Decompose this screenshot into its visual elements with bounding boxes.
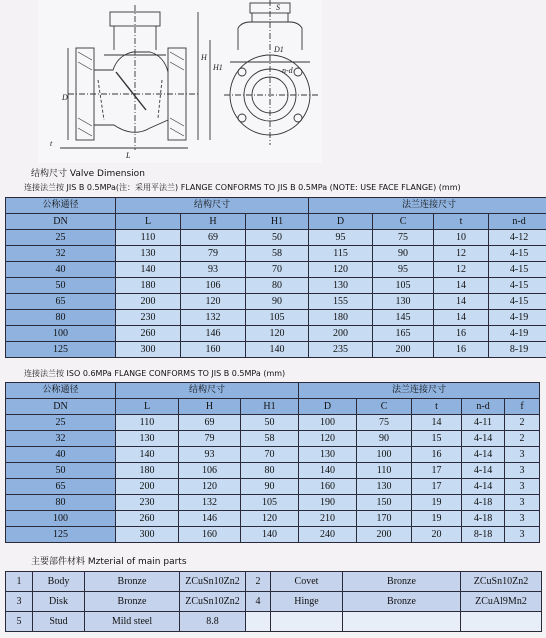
table-cell: 69 — [181, 230, 246, 246]
table-cell: 260 — [116, 511, 179, 527]
table-cell: 170 — [357, 511, 412, 527]
table-cell: 1 — [6, 572, 33, 592]
table-cell: 230 — [116, 310, 181, 326]
table-cell: 3 — [6, 592, 33, 612]
col-header: C — [357, 399, 412, 415]
table-cell: 4-18 — [462, 511, 505, 527]
table-cell: 115 — [309, 246, 373, 262]
table-cell: 4-15 — [489, 294, 546, 310]
table-cell — [343, 612, 461, 632]
table-row — [6, 310, 546, 326]
table-cell: 65 — [6, 479, 116, 495]
table-cell: 16 — [434, 342, 489, 358]
table-cell — [246, 612, 271, 632]
table-cell: 8.8 — [180, 612, 246, 632]
table-cell: 160 — [299, 479, 357, 495]
table-cell: 110 — [116, 415, 179, 431]
table-cell: ZCuSn10Zn2 — [180, 572, 246, 592]
table-cell: 12 — [434, 246, 489, 262]
table-cell: 190 — [299, 495, 357, 511]
table-cell: 235 — [309, 342, 373, 358]
col-header: DN — [6, 399, 116, 415]
table-cell: 180 — [116, 463, 179, 479]
table1-body — [6, 230, 546, 358]
table-cell: 69 — [179, 415, 241, 431]
table-cell: 160 — [181, 342, 246, 358]
valve-drawing — [38, 0, 322, 163]
table-row — [6, 278, 546, 294]
dim-label-h1: H1 — [213, 63, 223, 72]
column-header-row — [6, 214, 546, 230]
table-cell: 79 — [179, 431, 241, 447]
col-header: C — [373, 214, 434, 230]
table-cell: 80 — [6, 495, 116, 511]
table-cell: 240 — [299, 527, 357, 543]
table-cell: 4-18 — [462, 495, 505, 511]
table-cell: 150 — [357, 495, 412, 511]
table-cell: ZCuAl9Mn2 — [461, 592, 542, 612]
table-cell: 93 — [179, 447, 241, 463]
table-cell: 106 — [179, 463, 241, 479]
table-cell: 4-14 — [462, 463, 505, 479]
table-cell: 14 — [412, 415, 462, 431]
table-cell: 100 — [6, 326, 116, 342]
table-cell: 140 — [116, 262, 181, 278]
table-cell: 4-19 — [489, 310, 546, 326]
table-cell: 110 — [116, 230, 181, 246]
table-row — [6, 511, 540, 527]
table-cell: 70 — [241, 447, 299, 463]
table-cell: 58 — [246, 246, 309, 262]
table-cell: 2 — [246, 572, 271, 592]
table-cell: 58 — [241, 431, 299, 447]
col-header: t — [434, 214, 489, 230]
table-cell: 180 — [309, 310, 373, 326]
table-cell: 130 — [373, 294, 434, 310]
header-dn-group: 公称通径 — [6, 383, 116, 399]
table-cell: 140 — [246, 342, 309, 358]
table-cell: 120 — [299, 431, 357, 447]
table-cell: 200 — [116, 479, 179, 495]
parts-row — [6, 612, 542, 632]
table-cell: 300 — [116, 342, 181, 358]
table-cell: 140 — [241, 527, 299, 543]
table-cell: 4-11 — [462, 415, 505, 431]
table-cell: 146 — [181, 326, 246, 342]
table-cell: 4-14 — [462, 447, 505, 463]
table-cell: 4-14 — [462, 479, 505, 495]
table-cell: 3 — [505, 463, 540, 479]
col-header: D — [309, 214, 373, 230]
dim-label-s: S — [276, 3, 280, 12]
table-cell: 140 — [116, 447, 179, 463]
parts-heading: 主要部件材料 Mzterial of main parts — [31, 557, 187, 567]
table-cell: 4-12 — [489, 230, 546, 246]
table-cell: 8-19 — [489, 342, 546, 358]
table-cell: 32 — [6, 431, 116, 447]
table-cell: 120 — [309, 262, 373, 278]
table-cell: 130 — [116, 246, 181, 262]
table-cell: ZCuSn10Zn2 — [180, 592, 246, 612]
dim-label-t: t — [50, 139, 53, 148]
table-cell: 100 — [357, 447, 412, 463]
parts-body — [6, 572, 542, 632]
table-cell: 145 — [373, 310, 434, 326]
table-cell: 90 — [357, 431, 412, 447]
table-cell: 4-15 — [489, 278, 546, 294]
table-cell: 19 — [412, 511, 462, 527]
table-cell: 50 — [241, 415, 299, 431]
table-cell: 19 — [412, 495, 462, 511]
table-cell: 130 — [299, 447, 357, 463]
table-cell: 50 — [6, 278, 116, 294]
table-cell: 90 — [246, 294, 309, 310]
dimension-table-jis — [5, 197, 546, 358]
table-cell: 200 — [373, 342, 434, 358]
valve-cross-section-diagram — [38, 0, 322, 163]
table-cell: 100 — [299, 415, 357, 431]
table-cell: 200 — [357, 527, 412, 543]
table-cell: 105 — [246, 310, 309, 326]
section1-subheading: 连接法兰按 JIS B 0.5MPa(注：采用平法兰) FLANGE CONFORMS TO JIS B 0.5MPa (NOTE: USE FACE FLANGE) (mm) — [24, 183, 461, 192]
materials-table — [5, 571, 542, 632]
header-flange-group: 法兰连接尺寸 — [309, 198, 546, 214]
col-header: n-d — [489, 214, 546, 230]
table-cell: Bronze — [85, 572, 180, 592]
table-cell: Hinge — [271, 592, 343, 612]
col-header: H1 — [241, 399, 299, 415]
table-cell: 146 — [179, 511, 241, 527]
table2-body — [6, 415, 540, 543]
header-struct-group: 结构尺寸 — [116, 198, 309, 214]
table-cell: 15 — [412, 431, 462, 447]
table-cell: 160 — [179, 527, 241, 543]
table-cell: 132 — [181, 310, 246, 326]
table-cell: 2 — [505, 415, 540, 431]
header-flange-group: 法兰连接尺寸 — [299, 383, 540, 399]
dimension-table-iso — [5, 382, 540, 543]
col-header: L — [116, 214, 181, 230]
table-cell: 25 — [6, 415, 116, 431]
parts-row — [6, 572, 542, 592]
table-cell: 80 — [246, 278, 309, 294]
table-cell: 230 — [116, 495, 179, 511]
table-row — [6, 495, 540, 511]
header-dn-group: 公称通径 — [6, 198, 116, 214]
table-cell: 70 — [246, 262, 309, 278]
table-row — [6, 262, 546, 278]
column-header-row — [6, 399, 540, 415]
table-cell: 110 — [357, 463, 412, 479]
table-cell — [271, 612, 343, 632]
table-cell: 120 — [181, 294, 246, 310]
table-cell: 165 — [373, 326, 434, 342]
table-cell: 65 — [6, 294, 116, 310]
col-header: t — [412, 399, 462, 415]
section1-heading: 结构尺寸 Valve Dimension — [31, 169, 145, 179]
table-row — [6, 479, 540, 495]
table-cell: 17 — [412, 479, 462, 495]
table-cell: 40 — [6, 447, 116, 463]
table-row — [6, 431, 540, 447]
header-struct-group: 结构尺寸 — [116, 383, 299, 399]
table-cell: 12 — [434, 262, 489, 278]
table-row — [6, 230, 546, 246]
table-cell: 100 — [6, 511, 116, 527]
table-cell: 8-18 — [462, 527, 505, 543]
table-cell: ZCuSn10Zn2 — [461, 572, 542, 592]
table-cell — [461, 612, 542, 632]
table-row — [6, 326, 546, 342]
table-cell: 10 — [434, 230, 489, 246]
table-cell: 4-15 — [489, 246, 546, 262]
section2-subheading: 连接法兰按 ISO 0.6MPa FLANGE CONFORMS TO JIS B 0.5MPa (mm) — [24, 369, 286, 378]
table-cell: Bronze — [85, 592, 180, 612]
table-cell: 17 — [412, 463, 462, 479]
table-cell: 3 — [505, 479, 540, 495]
table-cell: 120 — [179, 479, 241, 495]
table-cell: 120 — [241, 511, 299, 527]
table-cell: 79 — [181, 246, 246, 262]
table-cell: Bronze — [343, 592, 461, 612]
table-cell: 16 — [412, 447, 462, 463]
table-cell: 16 — [434, 326, 489, 342]
table-row — [6, 463, 540, 479]
table-cell: Bronze — [343, 572, 461, 592]
table-cell: Covet — [271, 572, 343, 592]
table-cell: 50 — [6, 463, 116, 479]
table-row — [6, 294, 546, 310]
table-row — [6, 447, 540, 463]
col-header: DN — [6, 214, 116, 230]
table-cell: 4-19 — [489, 326, 546, 342]
table-row — [6, 342, 546, 358]
table-cell: 200 — [116, 294, 181, 310]
table-cell: 80 — [241, 463, 299, 479]
col-header: H — [181, 214, 246, 230]
table-cell: 210 — [299, 511, 357, 527]
table-cell: 32 — [6, 246, 116, 262]
col-header: H — [179, 399, 241, 415]
col-header: f — [505, 399, 540, 415]
table-cell: 90 — [241, 479, 299, 495]
table-cell: 3 — [505, 495, 540, 511]
table-cell: 106 — [181, 278, 246, 294]
table-cell: 155 — [309, 294, 373, 310]
table-cell: 125 — [6, 527, 116, 543]
table-cell: 4 — [246, 592, 271, 612]
table-cell: 5 — [6, 612, 33, 632]
table-cell: 140 — [299, 463, 357, 479]
table-cell: 80 — [6, 310, 116, 326]
table-cell: 105 — [241, 495, 299, 511]
table-cell: 132 — [179, 495, 241, 511]
table-cell: Disk — [33, 592, 85, 612]
table-cell: 125 — [6, 342, 116, 358]
table-cell: 4-14 — [462, 431, 505, 447]
col-header: L — [116, 399, 179, 415]
col-header: n-d — [462, 399, 505, 415]
table-cell: Body — [33, 572, 85, 592]
table-cell: 95 — [309, 230, 373, 246]
table-cell: 75 — [373, 230, 434, 246]
col-header: D — [299, 399, 357, 415]
table-cell: 3 — [505, 527, 540, 543]
dim-label-n-d: n-d — [282, 66, 293, 75]
table-cell: 200 — [309, 326, 373, 342]
table-cell: 130 — [309, 278, 373, 294]
table-cell: 4-15 — [489, 262, 546, 278]
table-cell: 93 — [181, 262, 246, 278]
table-cell: 75 — [357, 415, 412, 431]
table-cell: 105 — [373, 278, 434, 294]
table-cell: 300 — [116, 527, 179, 543]
dim-label-d: D — [62, 93, 68, 102]
col-header: H1 — [246, 214, 309, 230]
table-cell: 40 — [6, 262, 116, 278]
dim-label-h: H — [201, 53, 207, 62]
dim-label-d1: D1 — [274, 45, 284, 54]
table-cell: 14 — [434, 294, 489, 310]
table-cell: 50 — [246, 230, 309, 246]
table-cell: 25 — [6, 230, 116, 246]
table-cell: 90 — [373, 246, 434, 262]
table-cell: 2 — [505, 431, 540, 447]
dim-label-l: L — [126, 151, 131, 160]
table-cell: Mild steel — [85, 612, 180, 632]
parts-row — [6, 592, 542, 612]
table-cell: 130 — [357, 479, 412, 495]
table-cell: 20 — [412, 527, 462, 543]
table-cell: Stud — [33, 612, 85, 632]
table-cell: 3 — [505, 447, 540, 463]
table-cell: 3 — [505, 511, 540, 527]
table-row — [6, 415, 540, 431]
table-cell: 130 — [116, 431, 179, 447]
table-cell: 14 — [434, 278, 489, 294]
table-cell: 180 — [116, 278, 181, 294]
table-cell: 14 — [434, 310, 489, 326]
table-row — [6, 246, 546, 262]
table-row — [6, 527, 540, 543]
table-cell: 120 — [246, 326, 309, 342]
table-cell: 260 — [116, 326, 181, 342]
table-cell: 95 — [373, 262, 434, 278]
